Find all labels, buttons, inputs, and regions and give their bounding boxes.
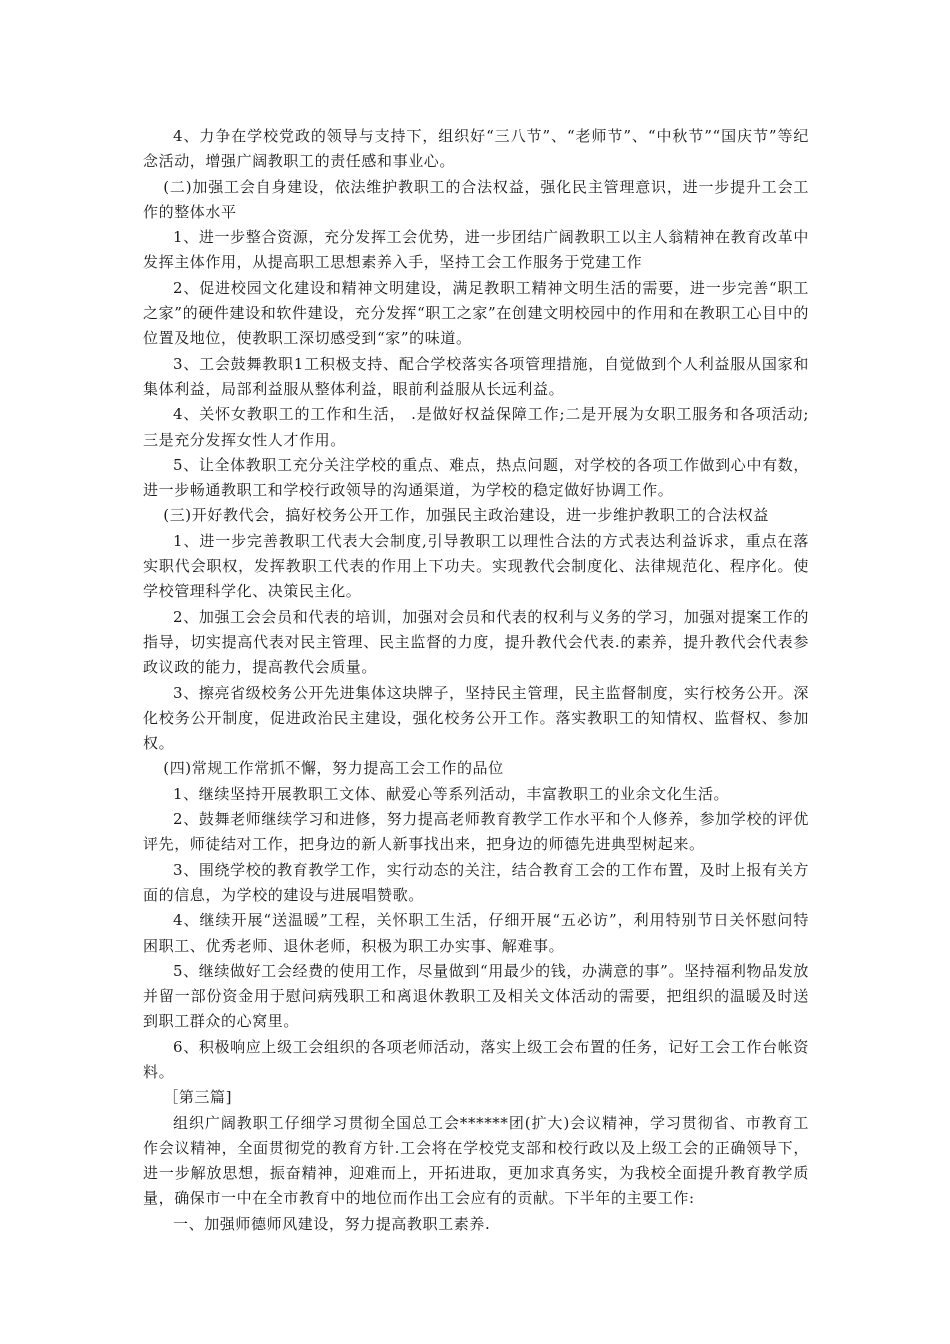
- section-heading-2: (二)加强工会自身建设，依法维护教职工的合法权益，强化民主管理意识，进一步提升工会工作的整体水平: [143, 177, 809, 221]
- paragraph-14: 2、鼓舞老师继续学习和进修，努力提高老师教育教学工作水平和个人修养，参加学校的评优评先，师徒结对工作，把身边的新人新事找出来，把身边的师德先进典型树起来。: [143, 810, 809, 854]
- paragraph-13: 1、继续坚持开展教职工文体、献爱心等系列活动，丰富教职工的业余文化生活。: [173, 784, 730, 803]
- paragraph-4: 2、促进校园文化建设和精神文明建设，满足教职工精神文明生活的需要，进一步完善“职工之家”的硬件建设和软件建设，充分发挥“职工之家”在创建文明校园中的作用和在教职工心目中的位置及地位，使教职工深切感受到“家”的味道。: [143, 278, 809, 348]
- paragraph-1: 4、力争在学校党政的领导与支持下，组织好“三八节”、“老师节”、“中秋节”“国庆节”等纪念活动，增强广阔教职工的责任感和事业心。: [143, 127, 809, 171]
- paragraph-11: 3、擦亮省级校务公开先进集体这块牌子，坚持民主管理，民主监督制度，实行校务公开。深化校务公开制度，促进政治民主建设，强化校务公开工作。落实教职工的知情权、监督权、参加权。: [143, 683, 809, 753]
- paragraph-10: 2、加强工会会员和代表的培训，加强对会员和代表的权利与义务的学习，加强对提案工作的指导，切实提高代表对民主管理、民主监督的力度，提升教代会代表.的素养，提升教代会代表参政议政的能力，提高教代会质量。: [143, 607, 809, 677]
- paragraph-6: 4、关怀女教职工的工作和生活， .是做好权益保障工作;二是开展为女职工服务和各项活动;三是充分发挥女性人才作用。: [143, 405, 809, 449]
- section-heading-4: (四)常规工作常抓不懈，努力提高工会工作的品位: [163, 759, 504, 778]
- paragraph-21: 一、加强师德师风建设，努力提高教职工素养.: [173, 1214, 491, 1233]
- paragraph-15: 3、围绕学校的教育教学工作，实行动态的关注，结合教育工会的工作布置，及时上报有关方面的信息，为学校的建设与进展唱赞歌。: [143, 860, 809, 904]
- paragraph-16: 4、继续开展“送温暖”工程，关怀职工生活，仔细开展“五必访”，利用特别节日关怀慰问特困职工、优秀老师、退休老师，积极为职工办实事、解难事。: [143, 911, 809, 955]
- paragraph-17: 5、继续做好工会经费的使用工作，尽量做到“用最少的钱，办满意的事”。坚持福利物品发放并留一部份资金用于慰问病残职工和离退休教职工及相关文体活动的需要，把组织的温暖及时送到职工群众的心窝里。: [143, 961, 809, 1031]
- part-heading-third: ［第三篇]: [163, 1088, 233, 1107]
- paragraph-3: 1、进一步整合资源，充分发挥工会优势，进一步团结广阔教职工以主人翁精神在教育改革中发挥主体作用，从提高职工思想素养入手，坚持工会工作服务于党建工作: [143, 228, 809, 272]
- document-body: [143, 124, 809, 1237]
- paragraph-5: 3、工会鼓舞教职1工积极支持、配合学校落实各项管理措施，自觉做到个人利益服从国家和集体利益，局部利益服从整体利益，眼前利益服从长远利益。: [143, 354, 809, 398]
- paragraph-20: 组织广阔教职工仔细学习贯彻全国总工会******团(扩大)会议精神，学习贯彻省、市教育工作会议精神，全面贯彻党的教育方针.工会将在学校党支部和校行政以及上级工会的正确领导下，进一步解放思想，振奋精神，迎难而上，开拓进取，更加求真务实，为我校全面提升教育教学质量，确保市一中在全市教育中的地位而作出工会应有的贡献。下半年的主要工作:: [143, 1113, 809, 1208]
- paragraph-9: 1、进一步完善教职工代表大会制度,引导教职工以理性合法的方式表达利益诉求，重点在落实职代会职权，发挥教职工代表的作用上下功夫。实现教代会制度化、法律规范化、程序化。使学校管理科学化、决策民主化。: [143, 531, 809, 601]
- section-heading-3: (三)开好教代会，搞好校务公开工作，加强民主政治建设，进一步维护教职工的合法权益: [163, 506, 769, 525]
- paragraph-7: 5、让全体教职工充分关注学校的重点、难点，热点问题，对学校的各项工作做到心中有数，进一步畅通教职工和学校行政领导的沟通渠道，为学校的稳定做好协调工作。: [143, 455, 809, 500]
- paragraph-18: 6、积极响应上级工会组织的各项老师活动，落实上级工会布置的任务，记好工会工作台帐资料。: [143, 1037, 809, 1081]
